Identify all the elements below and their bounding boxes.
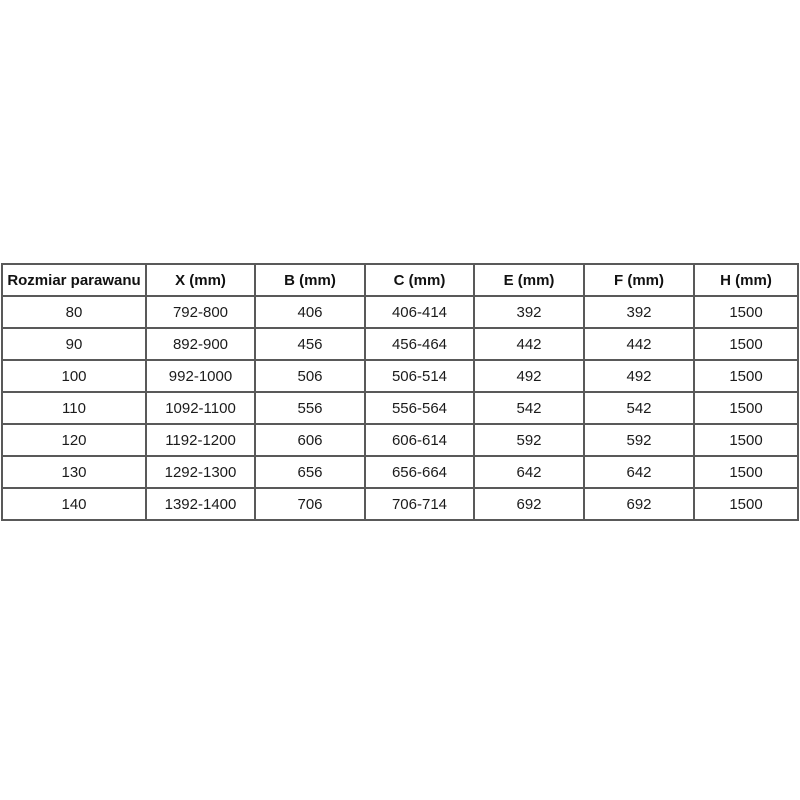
table-cell: 656-664 [365, 456, 474, 488]
table-cell: 130 [2, 456, 146, 488]
table-cell: 606 [255, 424, 365, 456]
table-cell: 90 [2, 328, 146, 360]
table-cell: 656 [255, 456, 365, 488]
table-cell: 592 [474, 424, 584, 456]
table-cell: 542 [584, 392, 694, 424]
table-cell: 556 [255, 392, 365, 424]
table-cell: 456-464 [365, 328, 474, 360]
table-cell: 992-1000 [146, 360, 255, 392]
column-header: F (mm) [584, 264, 694, 296]
table-row [2, 424, 798, 456]
column-header: C (mm) [365, 264, 474, 296]
table-cell: 492 [584, 360, 694, 392]
table-row [2, 360, 798, 392]
column-header: E (mm) [474, 264, 584, 296]
spec-table [1, 263, 799, 521]
table-cell: 706 [255, 488, 365, 520]
table-cell: 792-800 [146, 296, 255, 328]
table-cell: 706-714 [365, 488, 474, 520]
spec-table-container [1, 263, 797, 521]
table-cell: 592 [584, 424, 694, 456]
table-cell: 642 [474, 456, 584, 488]
column-header: H (mm) [694, 264, 798, 296]
table-cell: 110 [2, 392, 146, 424]
table-cell: 606-614 [365, 424, 474, 456]
table-cell: 642 [584, 456, 694, 488]
table-cell: 492 [474, 360, 584, 392]
column-header: Rozmiar parawanu [2, 264, 146, 296]
table-cell: 1392-1400 [146, 488, 255, 520]
table-cell: 1500 [694, 424, 798, 456]
table-cell: 1500 [694, 296, 798, 328]
table-cell: 442 [584, 328, 694, 360]
table-cell: 1500 [694, 488, 798, 520]
table-cell: 392 [474, 296, 584, 328]
table-cell: 506-514 [365, 360, 474, 392]
column-header: B (mm) [255, 264, 365, 296]
table-cell: 140 [2, 488, 146, 520]
table-row [2, 296, 798, 328]
spec-table-body [2, 296, 798, 520]
table-cell: 392 [584, 296, 694, 328]
table-cell: 692 [584, 488, 694, 520]
column-header: X (mm) [146, 264, 255, 296]
table-cell: 442 [474, 328, 584, 360]
table-cell: 1500 [694, 360, 798, 392]
table-cell: 1092-1100 [146, 392, 255, 424]
table-cell: 1500 [694, 392, 798, 424]
table-row [2, 392, 798, 424]
table-cell: 1292-1300 [146, 456, 255, 488]
spec-table-header [2, 264, 798, 296]
table-cell: 692 [474, 488, 584, 520]
table-cell: 1192-1200 [146, 424, 255, 456]
table-cell: 556-564 [365, 392, 474, 424]
table-row [2, 328, 798, 360]
table-cell: 100 [2, 360, 146, 392]
table-cell: 506 [255, 360, 365, 392]
table-cell: 406 [255, 296, 365, 328]
table-cell: 406-414 [365, 296, 474, 328]
table-cell: 542 [474, 392, 584, 424]
table-row [2, 456, 798, 488]
header-row [2, 264, 798, 296]
table-cell: 120 [2, 424, 146, 456]
table-cell: 892-900 [146, 328, 255, 360]
table-cell: 1500 [694, 328, 798, 360]
table-cell: 80 [2, 296, 146, 328]
table-cell: 456 [255, 328, 365, 360]
table-cell: 1500 [694, 456, 798, 488]
table-row [2, 488, 798, 520]
